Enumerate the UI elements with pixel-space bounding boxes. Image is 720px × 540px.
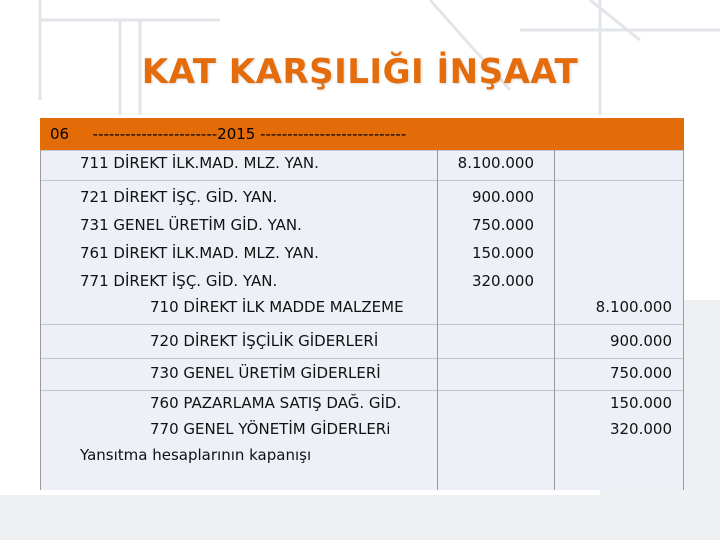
credit-amount: 900.000 [609,332,672,350]
account-label: 720 DİREKT İŞÇİLİK GİDERLERİ [150,332,379,350]
column-divider [683,150,684,490]
journal-entry-number: 06 [50,125,70,143]
journal-header-date: -----------------------2015 --------------------------- [92,125,407,143]
debit-amount: 320.000 [471,272,534,290]
debit-amount: 900.000 [471,188,534,206]
account-label: 730 GENEL ÜRETİM GİDERLERİ [150,364,381,382]
column-divider [40,150,41,490]
page-title: KAT KARŞILIĞI İNŞAAT [141,52,579,92]
journal-entry-table [40,118,684,490]
account-label: 711 DİREKT İLK.MAD. MLZ. YAN. [80,154,319,172]
account-label: 770 GENEL YÖNETİM GİDERLERi [150,420,391,438]
journal-header-bar [40,118,684,150]
account-label: 710 DİREKT İLK MADDE MALZEME [150,298,404,316]
credit-amount: 750.000 [609,364,672,382]
account-label: 731 GENEL ÜRETİM GİD. YAN. [80,216,302,234]
account-label: 721 DİREKT İŞÇ. GİD. YAN. [80,188,278,206]
debit-amount: 750.000 [471,216,534,234]
credit-amount: 320.000 [609,420,672,438]
account-label: 760 PAZARLAMA SATIŞ DAĞ. GİD. [150,394,402,412]
debit-amount: 8.100.000 [457,154,534,172]
credit-amount: 8.100.000 [595,298,672,316]
column-divider [554,150,555,490]
account-label: 761 DİREKT İLK.MAD. MLZ. YAN. [80,244,319,262]
credit-amount: 150.000 [609,394,672,412]
column-divider [437,150,438,490]
account-label: 771 DİREKT İŞÇ. GİD. YAN. [80,272,278,290]
explanation-note: Yansıtma hesaplarının kapanışı [80,446,312,464]
debit-amount: 150.000 [471,244,534,262]
